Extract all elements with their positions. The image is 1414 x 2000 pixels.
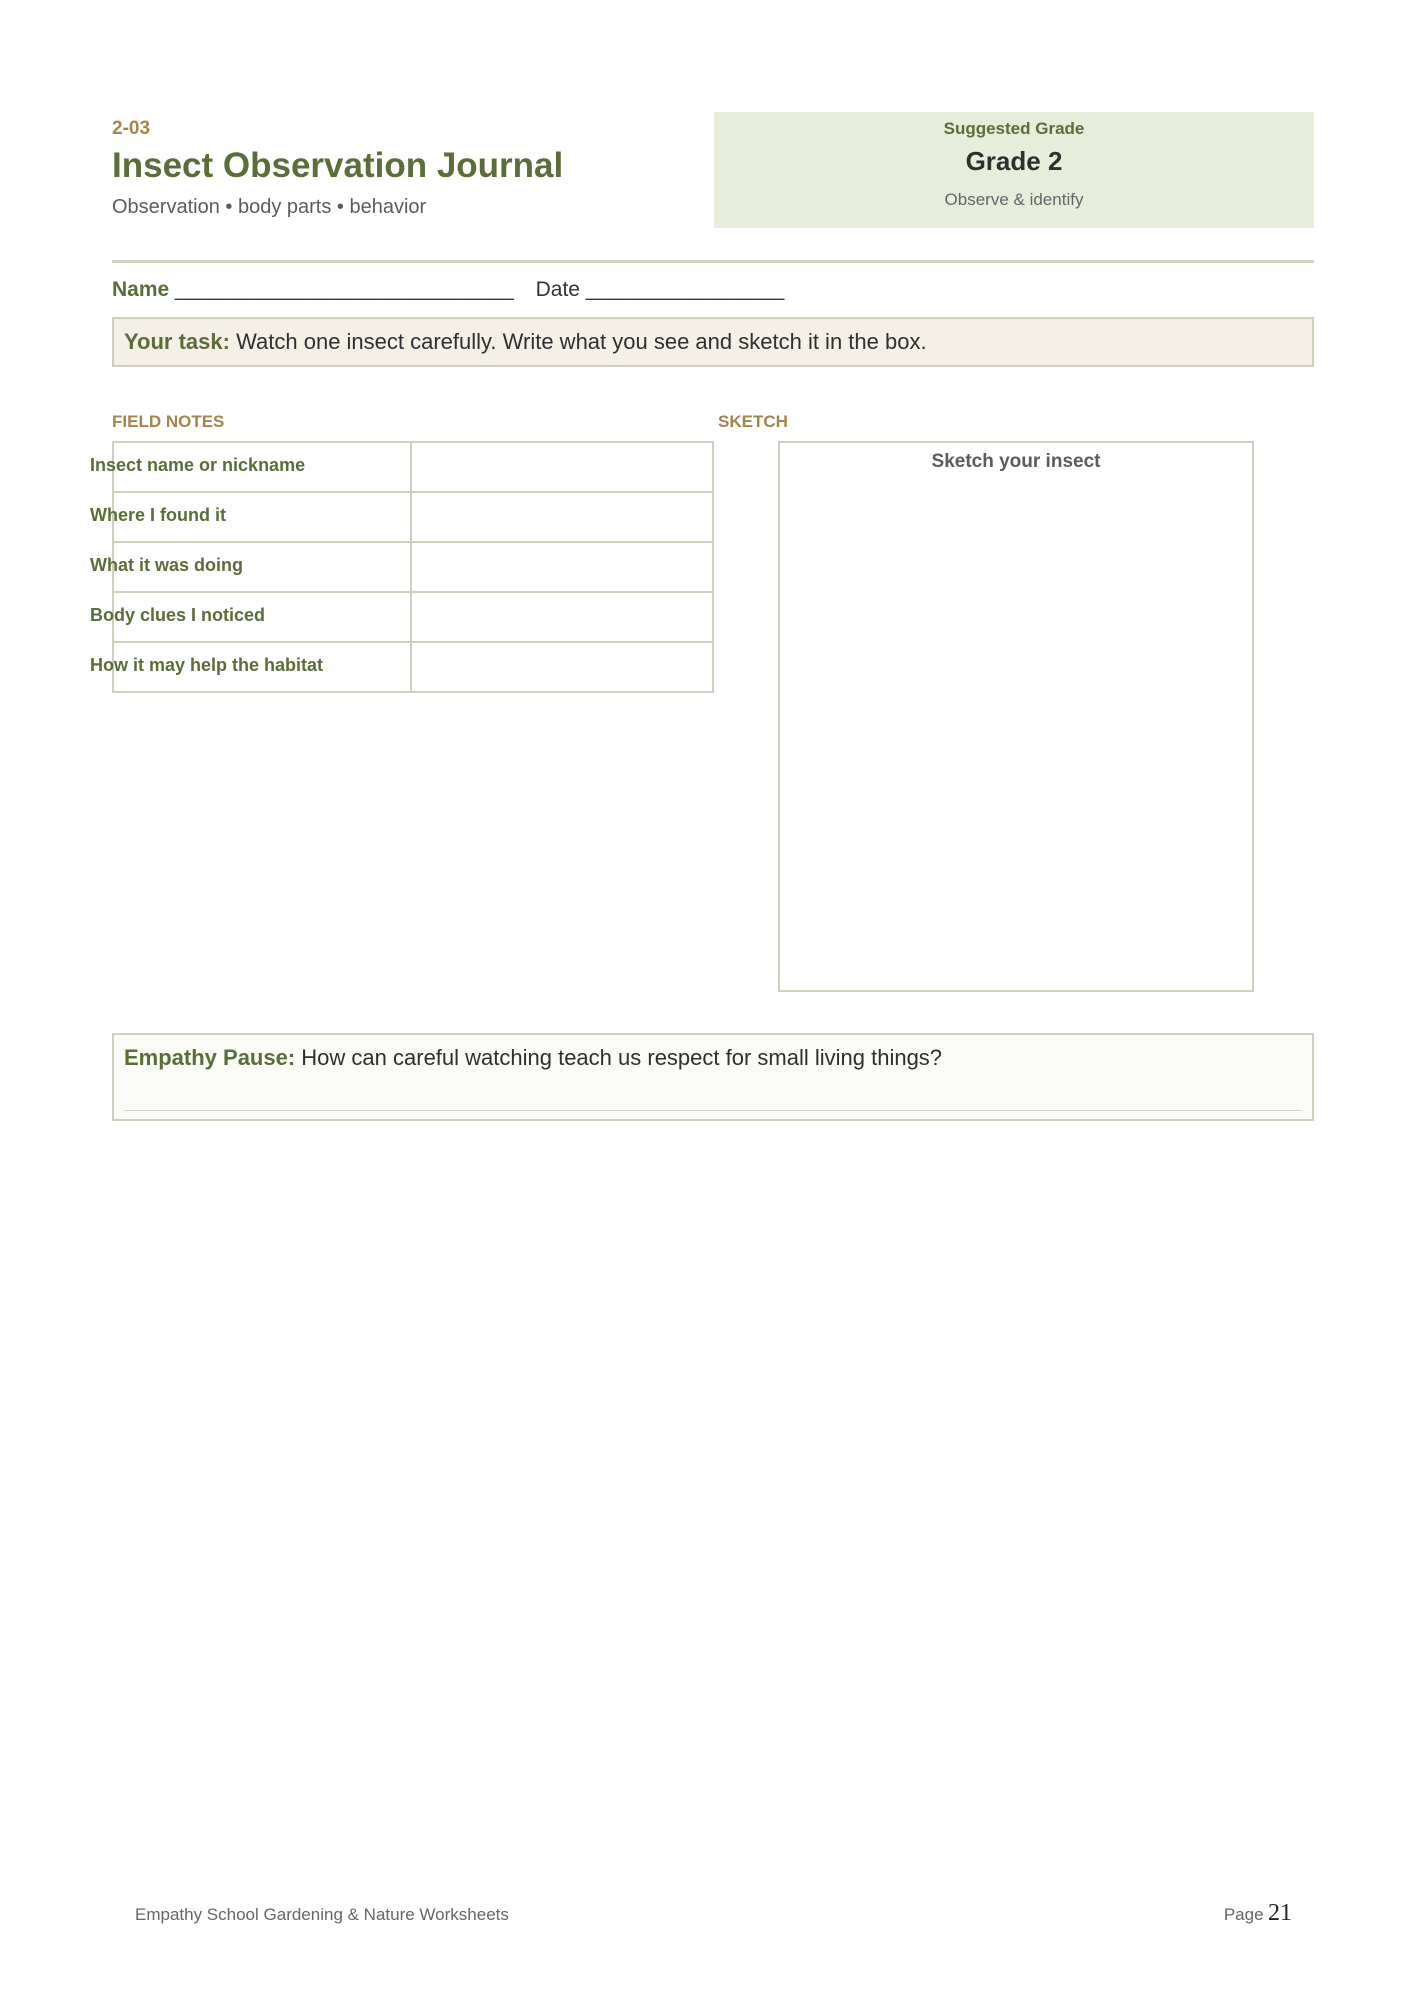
- task-text-line: [124, 329, 927, 355]
- field-notes-heading: FIELD NOTES: [112, 412, 225, 431]
- row-label: Insect name or nickname: [90, 455, 306, 475]
- table-row: [113, 642, 713, 692]
- task-label: Your task:: [124, 329, 230, 354]
- date-blank[interactable]: _________________: [585, 278, 785, 301]
- activity-field[interactable]: [411, 542, 713, 592]
- where-found-field[interactable]: [411, 492, 713, 542]
- answer-line[interactable]: [124, 1110, 1302, 1111]
- habitat-help-field[interactable]: [411, 642, 713, 692]
- row-label-cell: [90, 492, 411, 542]
- footer-page: [1224, 1900, 1292, 1927]
- page-title: Insect Observation Journal: [112, 146, 564, 185]
- row-label-cell: [90, 642, 411, 692]
- body-clues-field[interactable]: [411, 592, 713, 642]
- page-word: Page: [1223, 1905, 1264, 1924]
- row-label-cell: [90, 592, 411, 642]
- name-blank[interactable]: _____________________________: [175, 278, 514, 301]
- sketch-area[interactable]: [778, 441, 1254, 992]
- task-box: [112, 317, 1314, 367]
- row-label: Body clues I noticed: [90, 605, 266, 625]
- table-row: [113, 542, 713, 592]
- page-subtitle: Observation • body parts • behavior: [112, 196, 427, 218]
- field-notes-table: [90, 441, 714, 693]
- grade-focus: Observe & identify: [944, 190, 1084, 209]
- sketch-heading: SKETCH: [718, 412, 788, 431]
- row-label: How it may help the habitat: [90, 655, 324, 675]
- name-date-line: [112, 278, 784, 302]
- empathy-label: Empathy Pause:: [124, 1045, 296, 1070]
- insect-name-field[interactable]: [411, 442, 713, 492]
- grade-box: [714, 112, 1314, 228]
- sketch-box-title: Sketch your insect: [931, 451, 1101, 472]
- row-label-cell: [90, 442, 411, 492]
- page-number: 21: [1268, 1900, 1292, 1926]
- table-row: [113, 592, 713, 642]
- date-label: Date: [535, 278, 580, 301]
- worksheet-code: 2-03: [112, 118, 151, 139]
- row-label: What it was doing: [90, 555, 243, 575]
- empathy-question: How can careful watching teach us respect for small living things?: [301, 1045, 943, 1070]
- table-row: [113, 442, 713, 492]
- empathy-text-line: [124, 1045, 942, 1071]
- row-label-cell: [90, 542, 411, 592]
- header-divider: [112, 260, 1314, 263]
- grade-kicker: Suggested Grade: [943, 119, 1085, 138]
- footer-series: Empathy School Gardening & Nature Worksheets: [135, 1905, 509, 1924]
- grade-value: Grade 2: [965, 146, 1063, 176]
- empathy-pause-box: [112, 1033, 1314, 1121]
- row-label: Where I found it: [90, 505, 226, 525]
- task-instructions: Watch one insect carefully. Write what you see and sketch it in the box.: [236, 329, 927, 354]
- name-label: Name: [112, 278, 170, 301]
- table-row: [113, 492, 713, 542]
